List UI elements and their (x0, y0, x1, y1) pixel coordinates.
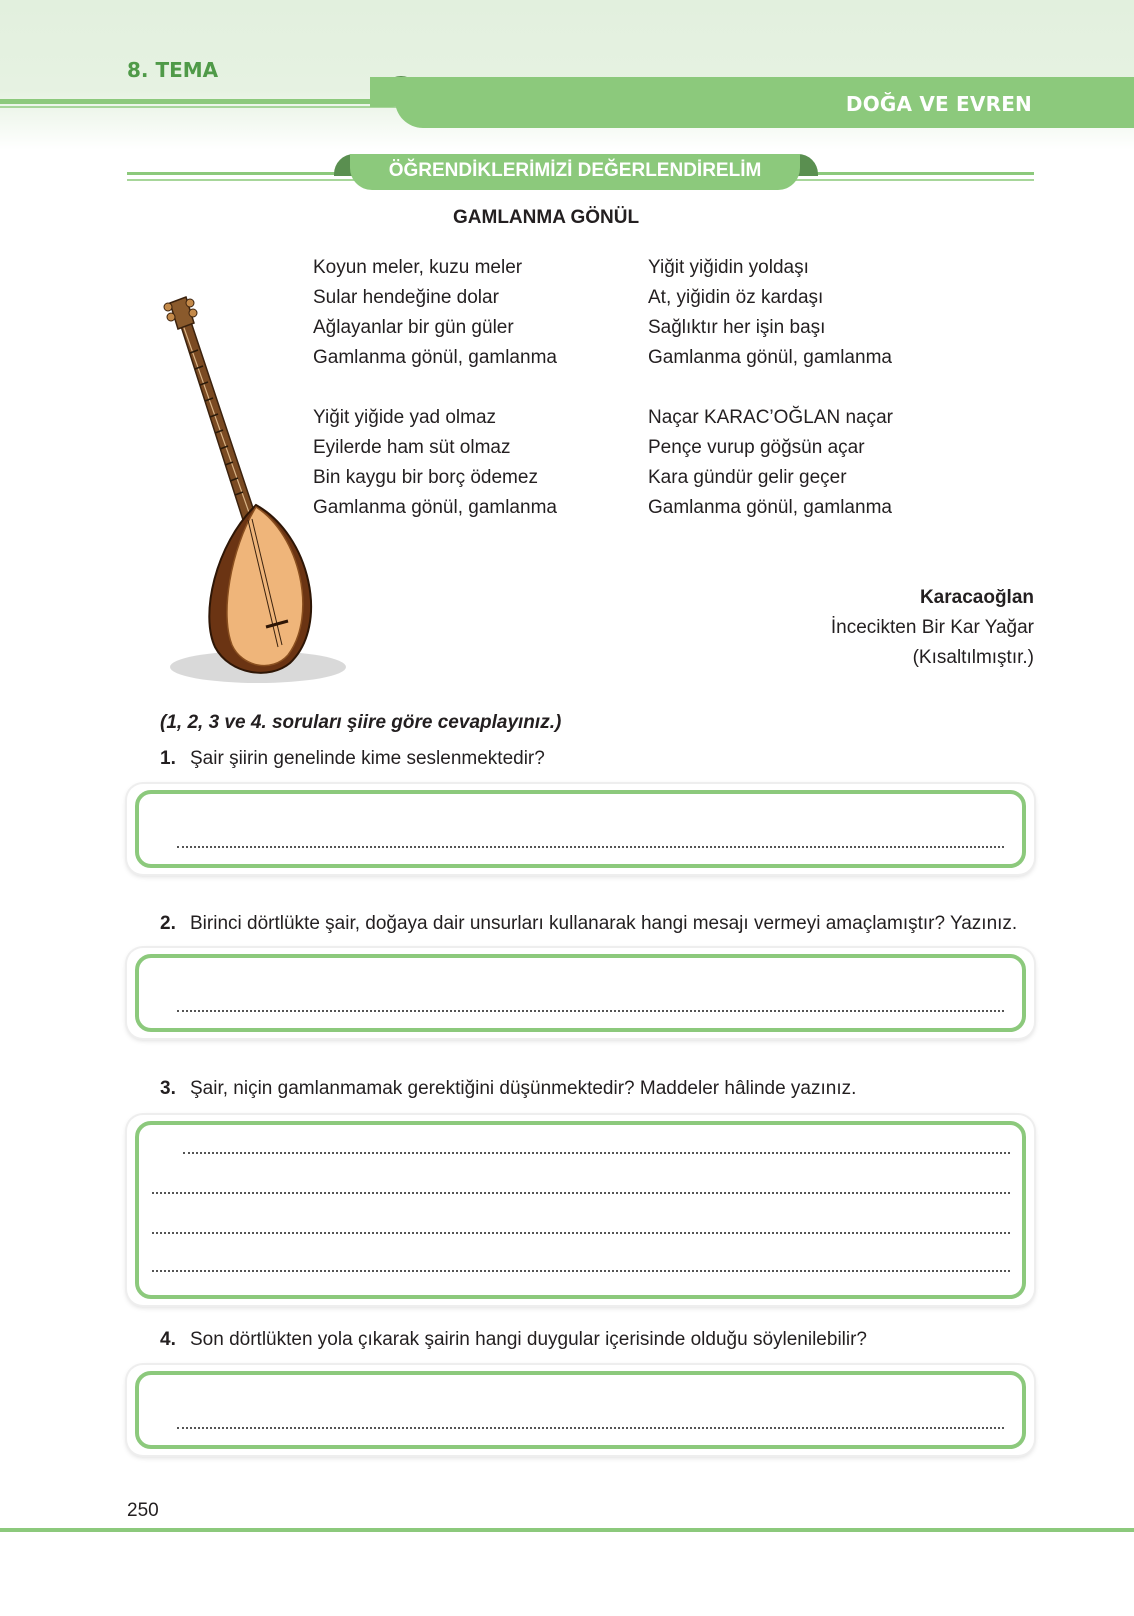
stanza-4 (648, 403, 893, 523)
poem-note: (Kısaltılmıştır.) (912, 647, 1034, 668)
theme-title: DOĞA VE EVREN (845, 92, 1032, 116)
section-title: ÖĞRENDİKLERİMİZİ DEĞERLENDİRELİM (388, 160, 762, 181)
answer-box-border (135, 954, 1026, 1032)
poem-line: Yiğit yiğidin yoldaşı (648, 257, 809, 278)
poem-line: Yiğit yiğide yad olmaz (313, 407, 497, 428)
poem-line: Gamlanma gönül, gamlanma (648, 347, 892, 368)
poem-attribution (831, 583, 1034, 673)
answer-line[interactable] (152, 1192, 1010, 1194)
question-text: Birinci dörtlükte şair, doğaya dair unsurları kullanarak hangi mesajı vermeyi amaçlamıştır? Yazınız. (190, 913, 1018, 934)
poem-line: Eyilerde ham süt olmaz (313, 437, 511, 458)
answer-line[interactable] (177, 1010, 1004, 1012)
poem-line: Pençe vurup göğsün açar (648, 437, 865, 458)
answer-line[interactable] (152, 1232, 1010, 1234)
answer-line[interactable] (177, 846, 1004, 848)
poem-line: Bin kaygu bir borç ödemez (313, 467, 538, 488)
answer-line[interactable] (183, 1152, 1010, 1154)
answer-box-3[interactable] (127, 1115, 1034, 1305)
question-4 (160, 1329, 867, 1351)
question-text: Şair şiirin genelinde kime seslenmektedir? (190, 748, 545, 769)
question-number: 3. (160, 1078, 176, 1099)
poem-line: Gamlanma gönül, gamlanma (313, 497, 557, 518)
answer-line[interactable] (177, 1427, 1004, 1429)
page-number: 250 (127, 1500, 159, 1521)
poem-line: Ağlayanlar bir gün güler (313, 317, 514, 338)
poem-line: Koyun meler, kuzu meler (313, 257, 523, 278)
poem-title: GAMLANMA GÖNÜL (453, 207, 640, 228)
stanza-2 (648, 253, 892, 373)
answer-box-1[interactable] (127, 784, 1034, 874)
footer-divider (0, 1528, 1134, 1532)
poem-line: Sular hendeğine dolar (313, 287, 499, 308)
header-divider-thin (0, 106, 400, 108)
answer-line[interactable] (152, 1270, 1010, 1272)
theme-number: 8. TEMA (127, 58, 219, 82)
question-2 (160, 913, 1017, 935)
poem-author: Karacaoğlan (919, 587, 1034, 608)
answer-box-border (135, 1121, 1026, 1299)
question-number: 1. (160, 748, 176, 769)
answer-box-border (135, 790, 1026, 868)
question-number: 4. (160, 1329, 176, 1350)
answer-box-2[interactable] (127, 948, 1034, 1038)
instruction-text: (1, 2, 3 ve 4. soruları şiire göre cevaplayınız.) (160, 712, 562, 733)
poem-line: Kara gündür gelir geçer (648, 467, 847, 488)
poem-line: Sağlıktır her işin başı (648, 317, 826, 338)
question-number: 2. (160, 913, 176, 934)
answer-box-border (135, 1371, 1026, 1449)
question-1 (160, 748, 545, 770)
question-text: Son dörtlükten yola çıkarak şairin hangi duygular içerisinde olduğu söylenilebilir? (190, 1329, 867, 1350)
saz-instrument-illustration (160, 295, 360, 695)
poem-line: Gamlanma gönül, gamlanma (648, 497, 892, 518)
poem-line: Gamlanma gönül, gamlanma (313, 347, 557, 368)
answer-box-4[interactable] (127, 1365, 1034, 1455)
header-divider (0, 99, 400, 104)
question-3 (160, 1078, 856, 1100)
poem-line: Naçar KARAC’OĞLAN naçar (648, 407, 893, 428)
poem-line: At, yiğidin öz kardaşı (648, 287, 824, 308)
question-text: Şair, niçin gamlanmamak gerektiğini düşünmektedir? Maddeler hâlinde yazınız. (190, 1078, 857, 1099)
poem-source: İncecikten Bir Kar Yağar (830, 617, 1034, 638)
